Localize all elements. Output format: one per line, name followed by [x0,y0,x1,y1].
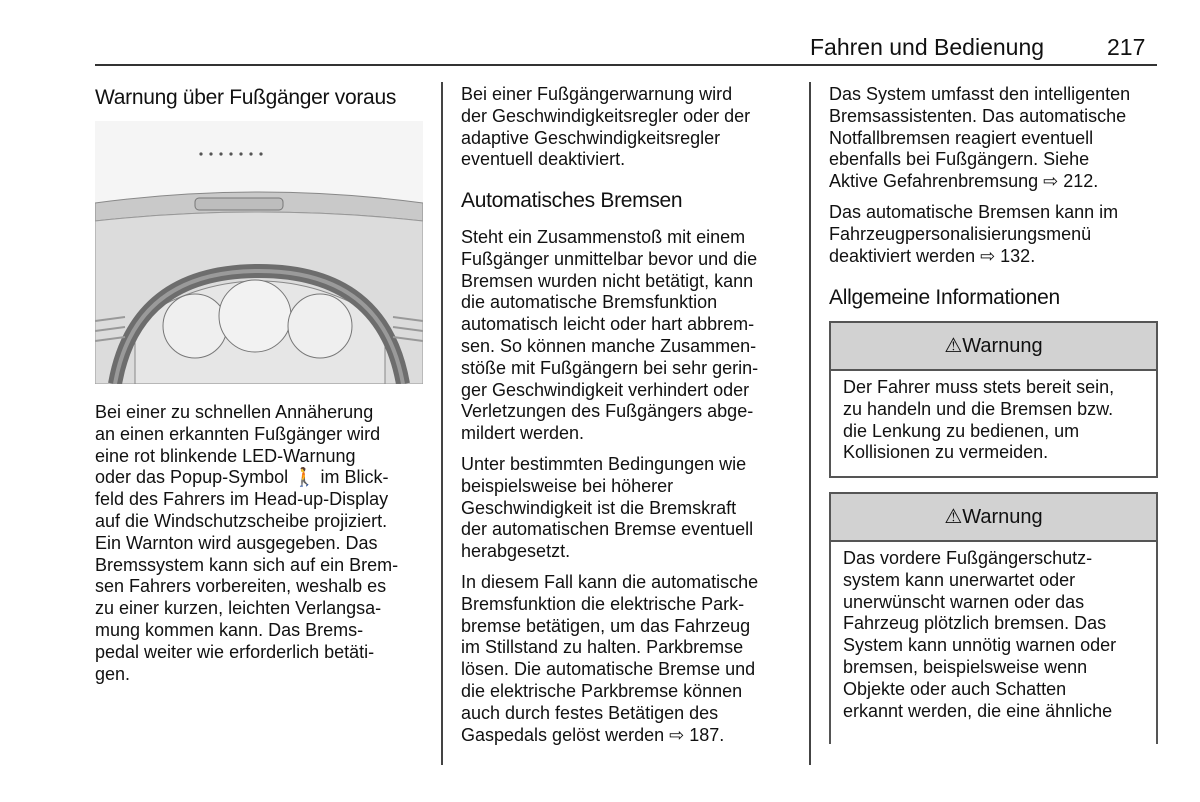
text-line: eine rot blinkende LED-Warnung [95,445,356,466]
text-line: die elektrische Parkbremse können [461,680,743,701]
text-line: im Stillstand zu halten. Parkbremse [461,637,744,658]
page-header-title: Fahren und Bedienung [810,34,1045,60]
text-line: Ein Warnton wird ausgegeben. Das [95,532,378,553]
text-line: Bremssystem kann sich auf ein Brem- [95,554,399,575]
warning-box-1 [829,321,1158,478]
text-line: sen. So können manche Zusammen- [461,335,757,356]
text-line: Gaspedals gelöst werden ⇨ 187. [461,724,725,745]
text-line: herabgesetzt. [461,541,571,562]
paragraph [461,227,801,445]
text-line: Verletzungen des Fußgängers abge- [461,401,754,422]
text-line: eventuell deaktiviert. [461,149,626,170]
section-heading-automatic-braking: Automatisches Bremsen [461,189,683,212]
text-line: Geschwindigkeit ist die Bremskraft [461,497,737,518]
text-line: erkannt werden, die eine ähnliche [843,700,1113,721]
text-line: lösen. Die automatische Bremse und [461,659,756,680]
text-line: bremse betätigen, um das Fahrzeug [461,615,751,636]
text-line: Unter bestimmten Bedingungen wie [461,453,747,474]
column-divider-1 [441,82,443,765]
paragraph [461,572,801,746]
text-line: oder das Popup-Symbol 🚶 im Blick- [95,467,389,488]
text-line: ger Geschwindigkeit verhindert oder [461,379,750,400]
text-line: Objekte oder auch Schatten [843,678,1067,699]
header-divider [95,64,1157,66]
system-info-text [829,84,1159,267]
text-line: zu handeln und die Bremsen bzw. [843,398,1114,419]
text-line: Notfallbremsen reagiert eventuell [829,127,1094,148]
text-line: mung kommen kann. Das Brems- [95,619,364,640]
text-line: Das vordere Fußgängerschutz- [843,548,1093,568]
text-line: Fußgänger unmittelbar bevor und die [461,248,758,269]
pedestrian-warning-paragraph [95,402,435,685]
text-line: gen. [95,663,131,684]
paragraph [829,202,1159,267]
text-line: stöße mit Fußgängern bei sehr gerin- [461,357,759,378]
text-line: die automatische Bremsfunktion [461,292,718,313]
text-line: an einen erkannten Fußgänger wird [95,423,381,444]
text-line: ebenfalls bei Fußgängern. Siehe [829,149,1090,170]
text-line: zu einer kurzen, leichten Verlangsa- [95,598,382,619]
text-line: automatisch leicht oder hart abbrem- [461,314,755,335]
text-line: beispielsweise bei höherer [461,475,674,496]
text-line: Fahrzeugpersonalisierungsmenü [829,223,1092,244]
cruise-control-paragraph [461,84,801,171]
dashboard-illustration [95,121,423,384]
text-line: Bei einer Fußgängerwarnung wird [461,84,733,104]
text-line: adaptive Geschwindigkeitsregler [461,127,721,148]
text-line: Bei einer zu schnellen Annäherung [95,402,374,422]
warning-title: ⚠Warnung [831,494,1156,542]
text-line: system kann unerwartet oder [843,569,1076,590]
text-line: mildert werden. [461,423,585,444]
text-line: Kollisionen zu vermeiden. [843,442,1049,463]
warning-body [831,542,1156,722]
text-line: sen Fahrers vorbereiten, weshalb es [95,576,387,597]
warning-title: ⚠Warnung [831,323,1156,371]
paragraph [461,454,801,563]
text-line: Bremsen wurden nicht betätigt, kann [461,270,754,291]
text-line: bremsen, beispielsweise wenn [843,656,1088,677]
automatic-braking-text [461,227,801,746]
column-divider-2 [809,82,811,765]
dashboard-illustration-svg [95,121,423,384]
text-line: Das System umfasst den intelligenten [829,84,1131,104]
text-line: die Lenkung zu bedienen, um [843,420,1080,441]
text-line: auch durch festes Betätigen des [461,702,719,723]
section-heading-pedestrian-warning: Warnung über Fußgänger voraus [95,86,397,109]
text-line: Aktive Gefahrenbremsung ⇨ 212. [829,171,1099,192]
warning-box-2 [829,492,1158,744]
text-line: Fahrzeug plötzlich bremsen. Das [843,613,1107,634]
page-number: 217 [1107,34,1146,60]
text-line: unerwünscht warnen oder das [843,591,1085,612]
text-line: Das automatische Bremsen kann im [829,201,1119,222]
text-line: deaktiviert werden ⇨ 132. [829,245,1036,266]
section-heading-general-info: Allgemeine Informationen [829,286,1060,309]
text-line: Bremsfunktion die elektrische Park- [461,593,745,614]
text-line: der automatischen Bremse eventuell [461,519,754,540]
text-line: Steht ein Zusammenstoß mit einem [461,227,746,247]
text-line: Der Fahrer muss stets bereit sein, [843,377,1115,397]
text-line: Bremsassistenten. Das automatische [829,105,1127,126]
text-line: der Geschwindigkeitsregler oder der [461,105,751,126]
text-line: In diesem Fall kann die automatische [461,571,759,592]
warning-body [831,371,1156,464]
paragraph [829,84,1159,193]
text-line: feld des Fahrers im Head-up-Display [95,489,389,510]
text-line: System kann unnötig warnen oder [843,635,1117,656]
text-line: pedal weiter wie erforderlich betäti- [95,641,375,662]
text-line: auf die Windschutzscheibe projiziert. [95,510,388,531]
